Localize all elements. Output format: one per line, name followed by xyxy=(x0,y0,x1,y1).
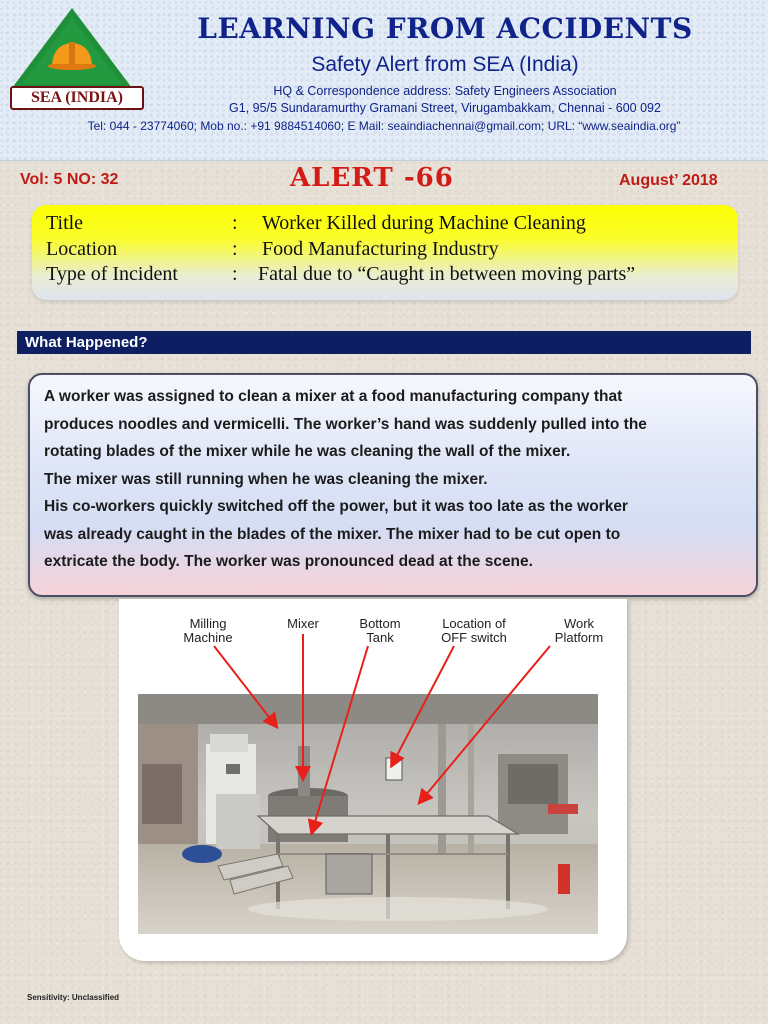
summary-separator: : xyxy=(232,263,238,285)
incident-summary xyxy=(32,205,738,300)
newsletter-subtitle: Safety Alert from SEA (India) xyxy=(311,53,579,76)
address-line-1: HQ & Correspondence address: Safety Engineers Association xyxy=(273,84,617,98)
summary-separator: : xyxy=(232,212,238,234)
section-heading-what-happened: What Happened? xyxy=(17,331,751,354)
callout-work-platform xyxy=(538,617,620,645)
callout-bottom-tank xyxy=(344,617,416,645)
callout-text: Bottom Tank xyxy=(359,616,401,645)
callout-milling-machine xyxy=(170,617,246,645)
volume-number: Vol: 5 NO: 32 xyxy=(20,171,119,188)
summary-label: Title xyxy=(46,212,84,234)
header-banner xyxy=(0,0,768,161)
narrative-line: extricate the body. The worker was pronounced dead at the scene. xyxy=(44,553,533,570)
narrative-line: His co-workers quickly switched off the power, but it was too late as the worker xyxy=(44,498,628,515)
narrative-line: produces noodles and vermicelli. The worker’s hand was suddenly pulled into the xyxy=(44,415,647,433)
summary-separator: : xyxy=(232,238,238,260)
factory-scene-photo xyxy=(138,694,598,934)
alert-number: ALERT -66 xyxy=(290,163,454,193)
callout-text: Work Platform xyxy=(554,616,604,645)
narrative-line: The mixer was still running when he was cleaning the mixer. xyxy=(44,470,488,488)
summary-label: Type of Incident xyxy=(46,263,178,285)
narrative-line: A worker was assigned to clean a mixer at a food manufacturing company that xyxy=(44,388,623,405)
contact-line: Tel: 044 - 23774060; Mob no.: +91 9884514060; E Mail: seaindiachennai@gmail.com; URL: “www.seaindia.org” xyxy=(87,119,681,133)
callout-mixer xyxy=(276,617,330,631)
summary-value: Food Manufacturing Industry xyxy=(262,238,499,260)
issue-date: August’ 2018 xyxy=(619,172,718,189)
address-line-2: G1, 95/5 Sundaramurthy Gramani Street, Virugambakkam, Chennai - 600 092 xyxy=(229,101,661,115)
summary-value: Worker Killed during Machine Cleaning xyxy=(262,212,586,234)
logo-caption: SEA (INDIA) xyxy=(10,86,144,110)
summary-value: Fatal due to “Caught in between moving parts” xyxy=(258,263,636,285)
newsletter-title: LEARNING FROM ACCIDENTS xyxy=(197,12,693,45)
callout-text: Location of OFF switch xyxy=(441,616,507,645)
narrative-line: was already caught in the blades of the mixer. The mixer had to be cut open to xyxy=(44,525,621,543)
narrative-line: rotating blades of the mixer while he was cleaning the wall of the mixer. xyxy=(44,443,571,460)
what-happened-text-box xyxy=(28,373,758,597)
summary-label: Location xyxy=(46,238,118,260)
callout-text: Milling Machine xyxy=(183,616,233,645)
sensitivity-label: Sensitivity: Unclassified xyxy=(27,993,120,1002)
callout-text: Mixer xyxy=(287,616,319,631)
callout-off-switch xyxy=(424,617,524,645)
